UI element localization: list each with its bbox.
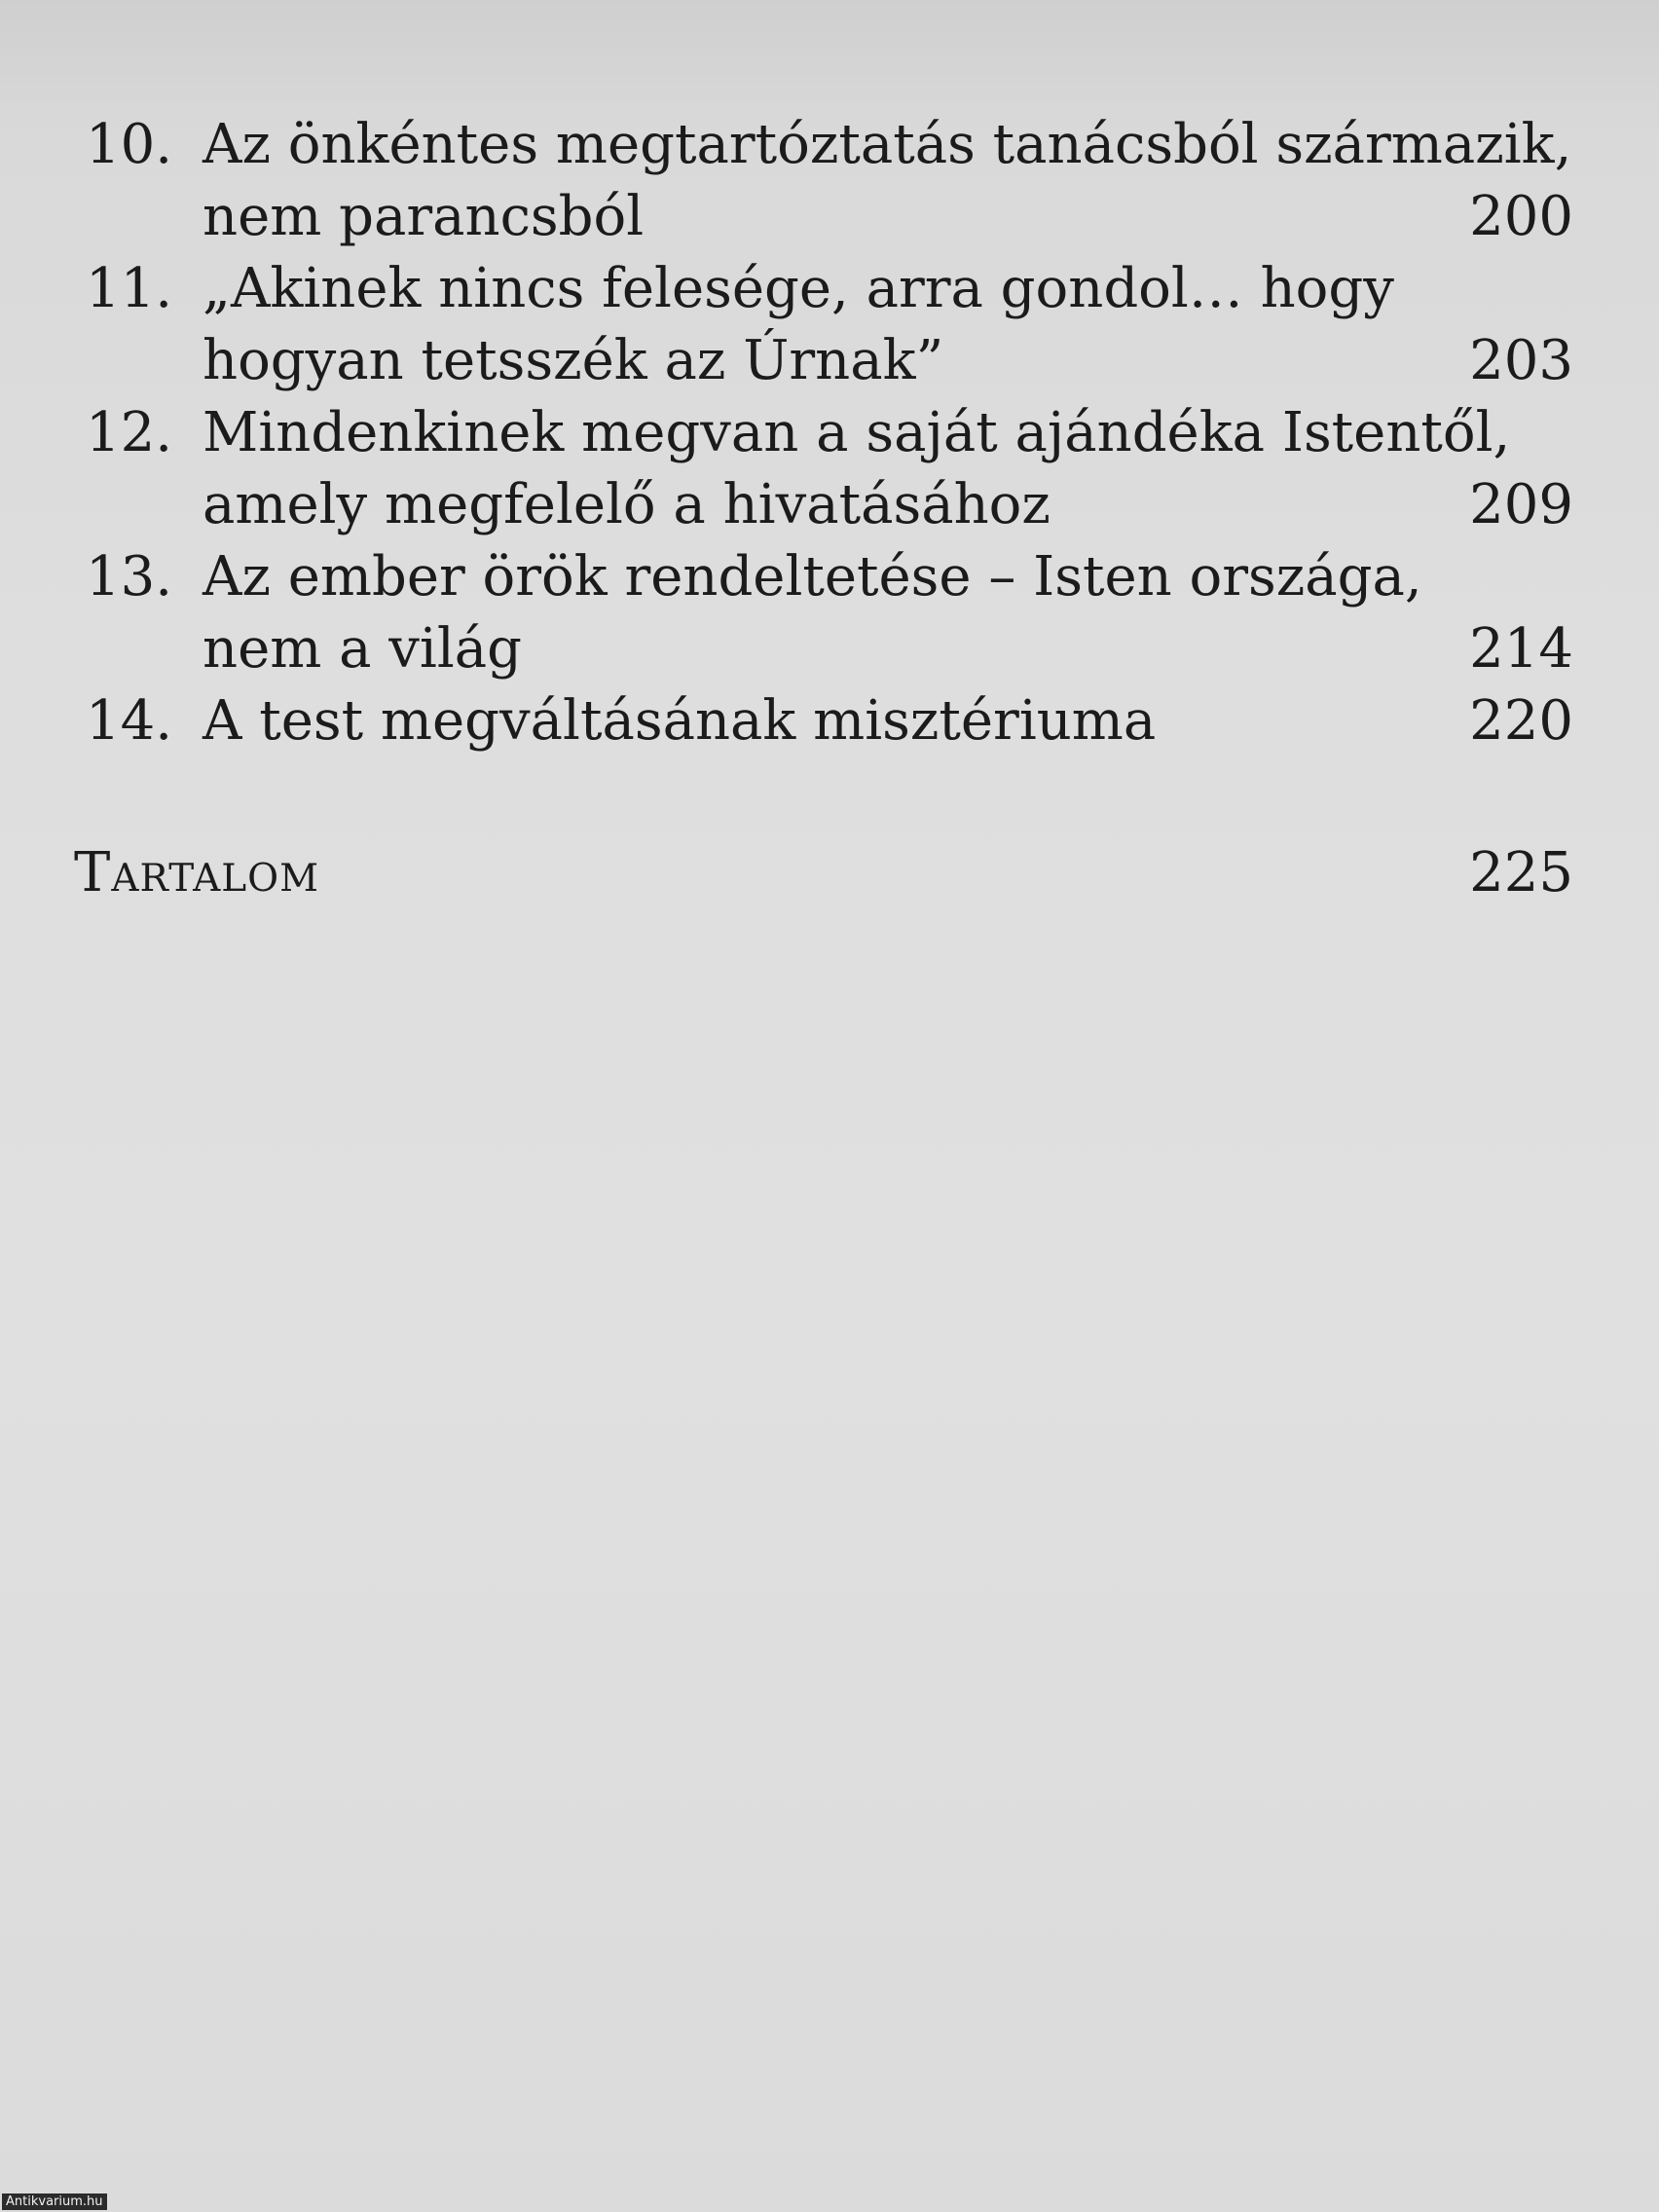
toc-entry-page: 220 [1469,689,1573,753]
toc-entry-page: 203 [1469,329,1573,392]
toc-entry-title [203,397,1573,541]
toc-entry-title-line: nem a világ [203,617,522,681]
toc-entry-number: 11. [86,257,173,320]
toc-entry-title-line: Az önkéntes megtartóztatás tanácsból származik, [203,113,1572,176]
table-of-contents [86,109,1573,757]
watermark: Antikvarium.hu [2,2194,107,2210]
toc-entry-tartalom [74,837,1573,909]
toc-entry-10 [86,109,1573,253]
toc-entry-title [203,109,1573,253]
toc-entry-title [203,541,1573,685]
toc-entry-title-line: A test megváltásának misztériuma [203,689,1157,753]
toc-entry-title-line: hogyan tetsszék az Úrnak” [203,329,944,392]
tartalom-page: 225 [1469,841,1573,904]
toc-entry-number: 12. [86,401,173,464]
toc-entry-13 [86,541,1573,685]
toc-entry-11 [86,253,1573,397]
toc-entry-page: 200 [1469,185,1573,248]
toc-entry-title-line: Az ember örök rendeltetése – Isten országa, [203,545,1422,608]
toc-entry-title-line: nem parancsból [203,185,645,248]
toc-entry-title [203,685,1573,757]
toc-entry-12 [86,397,1573,541]
toc-entry-page: 209 [1469,473,1573,536]
toc-entry-title-line: „Akinek nincs felesége, arra gondol… hogy [203,257,1394,320]
toc-entry-title [203,253,1573,397]
toc-entry-number: 10. [86,113,173,176]
toc-entry-page: 214 [1469,617,1573,681]
toc-entry-number: 14. [86,689,173,753]
toc-entry-title-line: amely megfelelő a hivatásához [203,473,1051,536]
toc-entry-title-line: Mindenkinek megvan a saját ajándéka Istentől, [203,401,1511,464]
toc-entry-14 [86,685,1573,757]
tartalom-label: Tartalom [74,841,320,904]
toc-entry-number: 13. [86,545,173,608]
